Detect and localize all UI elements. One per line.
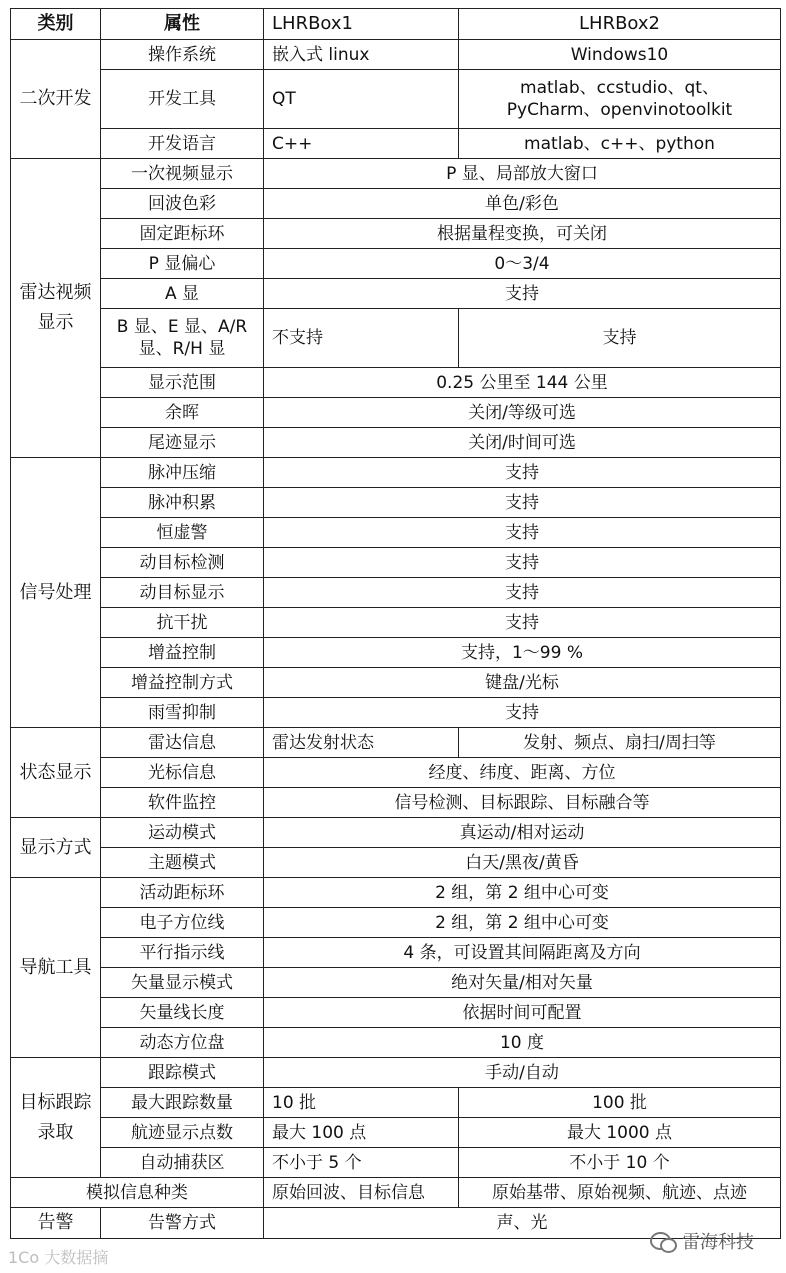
attribute-cell: 电子方位线 xyxy=(101,908,264,938)
table-row xyxy=(11,368,781,398)
attribute-cell: 软件监控 xyxy=(101,788,264,818)
table-row xyxy=(11,428,781,458)
lhrbox2-cell: 支持 xyxy=(459,309,781,368)
attribute-cell: 余晖 xyxy=(101,398,264,428)
table-row xyxy=(11,968,781,998)
category-cell: 导航工具 xyxy=(11,878,101,1058)
header-lhrbox1: LHRBox1 xyxy=(264,9,459,40)
attribute-cell: 抗干扰 xyxy=(101,608,264,638)
value-cell: 绝对矢量/相对矢量 xyxy=(264,968,781,998)
attribute-cell: 开发工具 xyxy=(101,70,264,129)
lhrbox2-cell: 不小于 10 个 xyxy=(459,1148,781,1178)
table-row xyxy=(11,309,781,368)
attribute-line: B 显、E 显、A/R xyxy=(116,317,248,337)
lhrbox1-cell: 嵌入式 linux xyxy=(264,40,459,70)
value-cell: 0～3/4 xyxy=(264,249,781,279)
lhrbox2-cell: 最大 1000 点 xyxy=(459,1118,781,1148)
lhrbox2-cell xyxy=(459,70,781,129)
table-row xyxy=(11,848,781,878)
value-cell: 支持 xyxy=(264,548,781,578)
spec-table xyxy=(10,8,781,1239)
value-cell: 声、光 xyxy=(264,1208,781,1239)
table-row xyxy=(11,40,781,70)
table-row xyxy=(11,219,781,249)
category-cell: 告警 xyxy=(11,1208,101,1239)
source-name: 雷海科技 xyxy=(682,1232,754,1253)
value-cell: 支持，1～99 % xyxy=(264,638,781,668)
category-cell: 雷达视频显示 xyxy=(11,159,101,458)
attribute-cell: 平行指示线 xyxy=(101,938,264,968)
value-cell: 2 组，第 2 组中心可变 xyxy=(264,878,781,908)
category-cell: 二次开发 xyxy=(11,40,101,159)
lhrbox1-cell: 雷达发射状态 xyxy=(264,728,459,758)
table-row xyxy=(11,398,781,428)
attribute-cell: 一次视频显示 xyxy=(101,159,264,189)
attribute-cell: 雷达信息 xyxy=(101,728,264,758)
value-cell: 根据量程变换，可关闭 xyxy=(264,219,781,249)
attribute-cell: 动态方位盘 xyxy=(101,1028,264,1058)
attribute-cell: 光标信息 xyxy=(101,758,264,788)
table-row xyxy=(11,788,781,818)
attribute-cell: 矢量显示模式 xyxy=(101,968,264,998)
lhrbox2-cell: 原始基带、原始视频、航迹、点迹 xyxy=(459,1178,781,1208)
attribute-cell: 动目标检测 xyxy=(101,548,264,578)
attribute-cell xyxy=(101,309,264,368)
lhrbox2-cell: 发射、频点、扇扫/周扫等 xyxy=(459,728,781,758)
lhrbox2-cell: matlab、c++、python xyxy=(459,129,781,159)
attribute-cell: 恒虚警 xyxy=(101,518,264,548)
table-row xyxy=(11,1118,781,1148)
table-row xyxy=(11,818,781,848)
table-row xyxy=(11,279,781,309)
lhrbox2-cell: 100 批 xyxy=(459,1088,781,1118)
attribute-cell: 航迹显示点数 xyxy=(101,1118,264,1148)
table-row xyxy=(11,728,781,758)
header-row xyxy=(11,9,781,40)
lhrbox1-cell: 10 批 xyxy=(264,1088,459,1118)
attribute-cell: 自动捕获区 xyxy=(101,1148,264,1178)
value-cell: 支持 xyxy=(264,608,781,638)
table-row xyxy=(11,1148,781,1178)
header-category: 类别 xyxy=(11,9,101,40)
table-row xyxy=(11,938,781,968)
simulation-label-cell: 模拟信息种类 xyxy=(11,1178,264,1208)
table-row xyxy=(11,249,781,279)
table-row xyxy=(11,1058,781,1088)
attribute-cell: A 显 xyxy=(101,279,264,309)
value-cell: 白天/黑夜/黄昏 xyxy=(264,848,781,878)
attribute-cell: 增益控制方式 xyxy=(101,668,264,698)
table-row xyxy=(11,518,781,548)
category-cell: 目标跟踪录取 xyxy=(11,1058,101,1178)
table-row xyxy=(11,908,781,938)
table-row xyxy=(11,638,781,668)
table-row xyxy=(11,129,781,159)
table-row xyxy=(11,578,781,608)
lhrbox1-cell: 最大 100 点 xyxy=(264,1118,459,1148)
value-cell: 支持 xyxy=(264,578,781,608)
table-row xyxy=(11,458,781,488)
value-cell: 手动/自动 xyxy=(264,1058,781,1088)
attribute-cell: 主题模式 xyxy=(101,848,264,878)
value-cell: 单色/彩色 xyxy=(264,189,781,219)
value-cell: 0.25 公里至 144 公里 xyxy=(264,368,781,398)
attribute-cell: 开发语言 xyxy=(101,129,264,159)
value-cell: 依据时间可配置 xyxy=(264,998,781,1028)
table-row xyxy=(11,878,781,908)
header-attribute: 属性 xyxy=(101,9,264,40)
watermark-left: 1Co 大数据摘 xyxy=(8,1248,109,1267)
attribute-cell: 脉冲压缩 xyxy=(101,458,264,488)
lhrbox2-line: PyCharm、openvinotoolkit xyxy=(506,100,733,120)
attribute-cell: 活动距标环 xyxy=(101,878,264,908)
attribute-cell: 运动模式 xyxy=(101,818,264,848)
lhrbox1-cell: QT xyxy=(264,70,459,129)
table-row xyxy=(11,1088,781,1118)
attribute-cell: 跟踪模式 xyxy=(101,1058,264,1088)
table-row xyxy=(11,1028,781,1058)
value-cell: 支持 xyxy=(264,518,781,548)
value-cell: P 显、局部放大窗口 xyxy=(264,159,781,189)
attribute-cell: 尾迹显示 xyxy=(101,428,264,458)
lhrbox1-cell: 原始回波、目标信息 xyxy=(264,1178,459,1208)
lhrbox2-cell: Windows10 xyxy=(459,40,781,70)
value-cell: 支持 xyxy=(264,488,781,518)
attribute-cell: 脉冲积累 xyxy=(101,488,264,518)
table-row xyxy=(11,1178,781,1208)
value-cell: 真运动/相对运动 xyxy=(264,818,781,848)
attribute-cell: 动目标显示 xyxy=(101,578,264,608)
attribute-cell: 固定距标环 xyxy=(101,219,264,249)
value-cell: 信号检测、目标跟踪、目标融合等 xyxy=(264,788,781,818)
category-cell: 状态显示 xyxy=(11,728,101,818)
value-cell: 关闭/时间可选 xyxy=(264,428,781,458)
header-lhrbox2: LHRBox2 xyxy=(459,9,781,40)
value-cell: 支持 xyxy=(264,698,781,728)
lhrbox1-cell: 不小于 5 个 xyxy=(264,1148,459,1178)
value-cell: 键盘/光标 xyxy=(264,668,781,698)
table-row xyxy=(11,159,781,189)
category-cell: 显示方式 xyxy=(11,818,101,878)
attribute-cell: 矢量线长度 xyxy=(101,998,264,1028)
value-cell: 关闭/等级可选 xyxy=(264,398,781,428)
lhrbox1-cell: C++ xyxy=(264,129,459,159)
value-cell: 4 条，可设置其间隔距离及方向 xyxy=(264,938,781,968)
attribute-cell: 增益控制 xyxy=(101,638,264,668)
table-row xyxy=(11,70,781,129)
value-cell: 经度、纬度、距离、方位 xyxy=(264,758,781,788)
table-row xyxy=(11,488,781,518)
attribute-cell: P 显偏心 xyxy=(101,249,264,279)
attribute-cell: 雨雪抑制 xyxy=(101,698,264,728)
attribute-cell: 最大跟踪数量 xyxy=(101,1088,264,1118)
lhrbox2-line: matlab、ccstudio、qt、 xyxy=(520,78,719,98)
attribute-cell: 告警方式 xyxy=(101,1208,264,1239)
attribute-line: 显、R/H 显 xyxy=(138,339,226,359)
table-row xyxy=(11,758,781,788)
value-cell: 2 组，第 2 组中心可变 xyxy=(264,908,781,938)
table-row xyxy=(11,998,781,1028)
table-row xyxy=(11,608,781,638)
value-cell: 支持 xyxy=(264,458,781,488)
attribute-cell: 显示范围 xyxy=(101,368,264,398)
value-cell: 支持 xyxy=(264,279,781,309)
attribute-cell: 回波色彩 xyxy=(101,189,264,219)
table-row xyxy=(11,548,781,578)
table-row xyxy=(11,668,781,698)
value-cell: 10 度 xyxy=(264,1028,781,1058)
category-cell: 信号处理 xyxy=(11,458,101,728)
attribute-cell: 操作系统 xyxy=(101,40,264,70)
source-watermark xyxy=(650,1228,754,1254)
lhrbox1-cell: 不支持 xyxy=(264,309,459,368)
table-row xyxy=(11,698,781,728)
table-row xyxy=(11,189,781,219)
wechat-icon xyxy=(650,1230,676,1252)
